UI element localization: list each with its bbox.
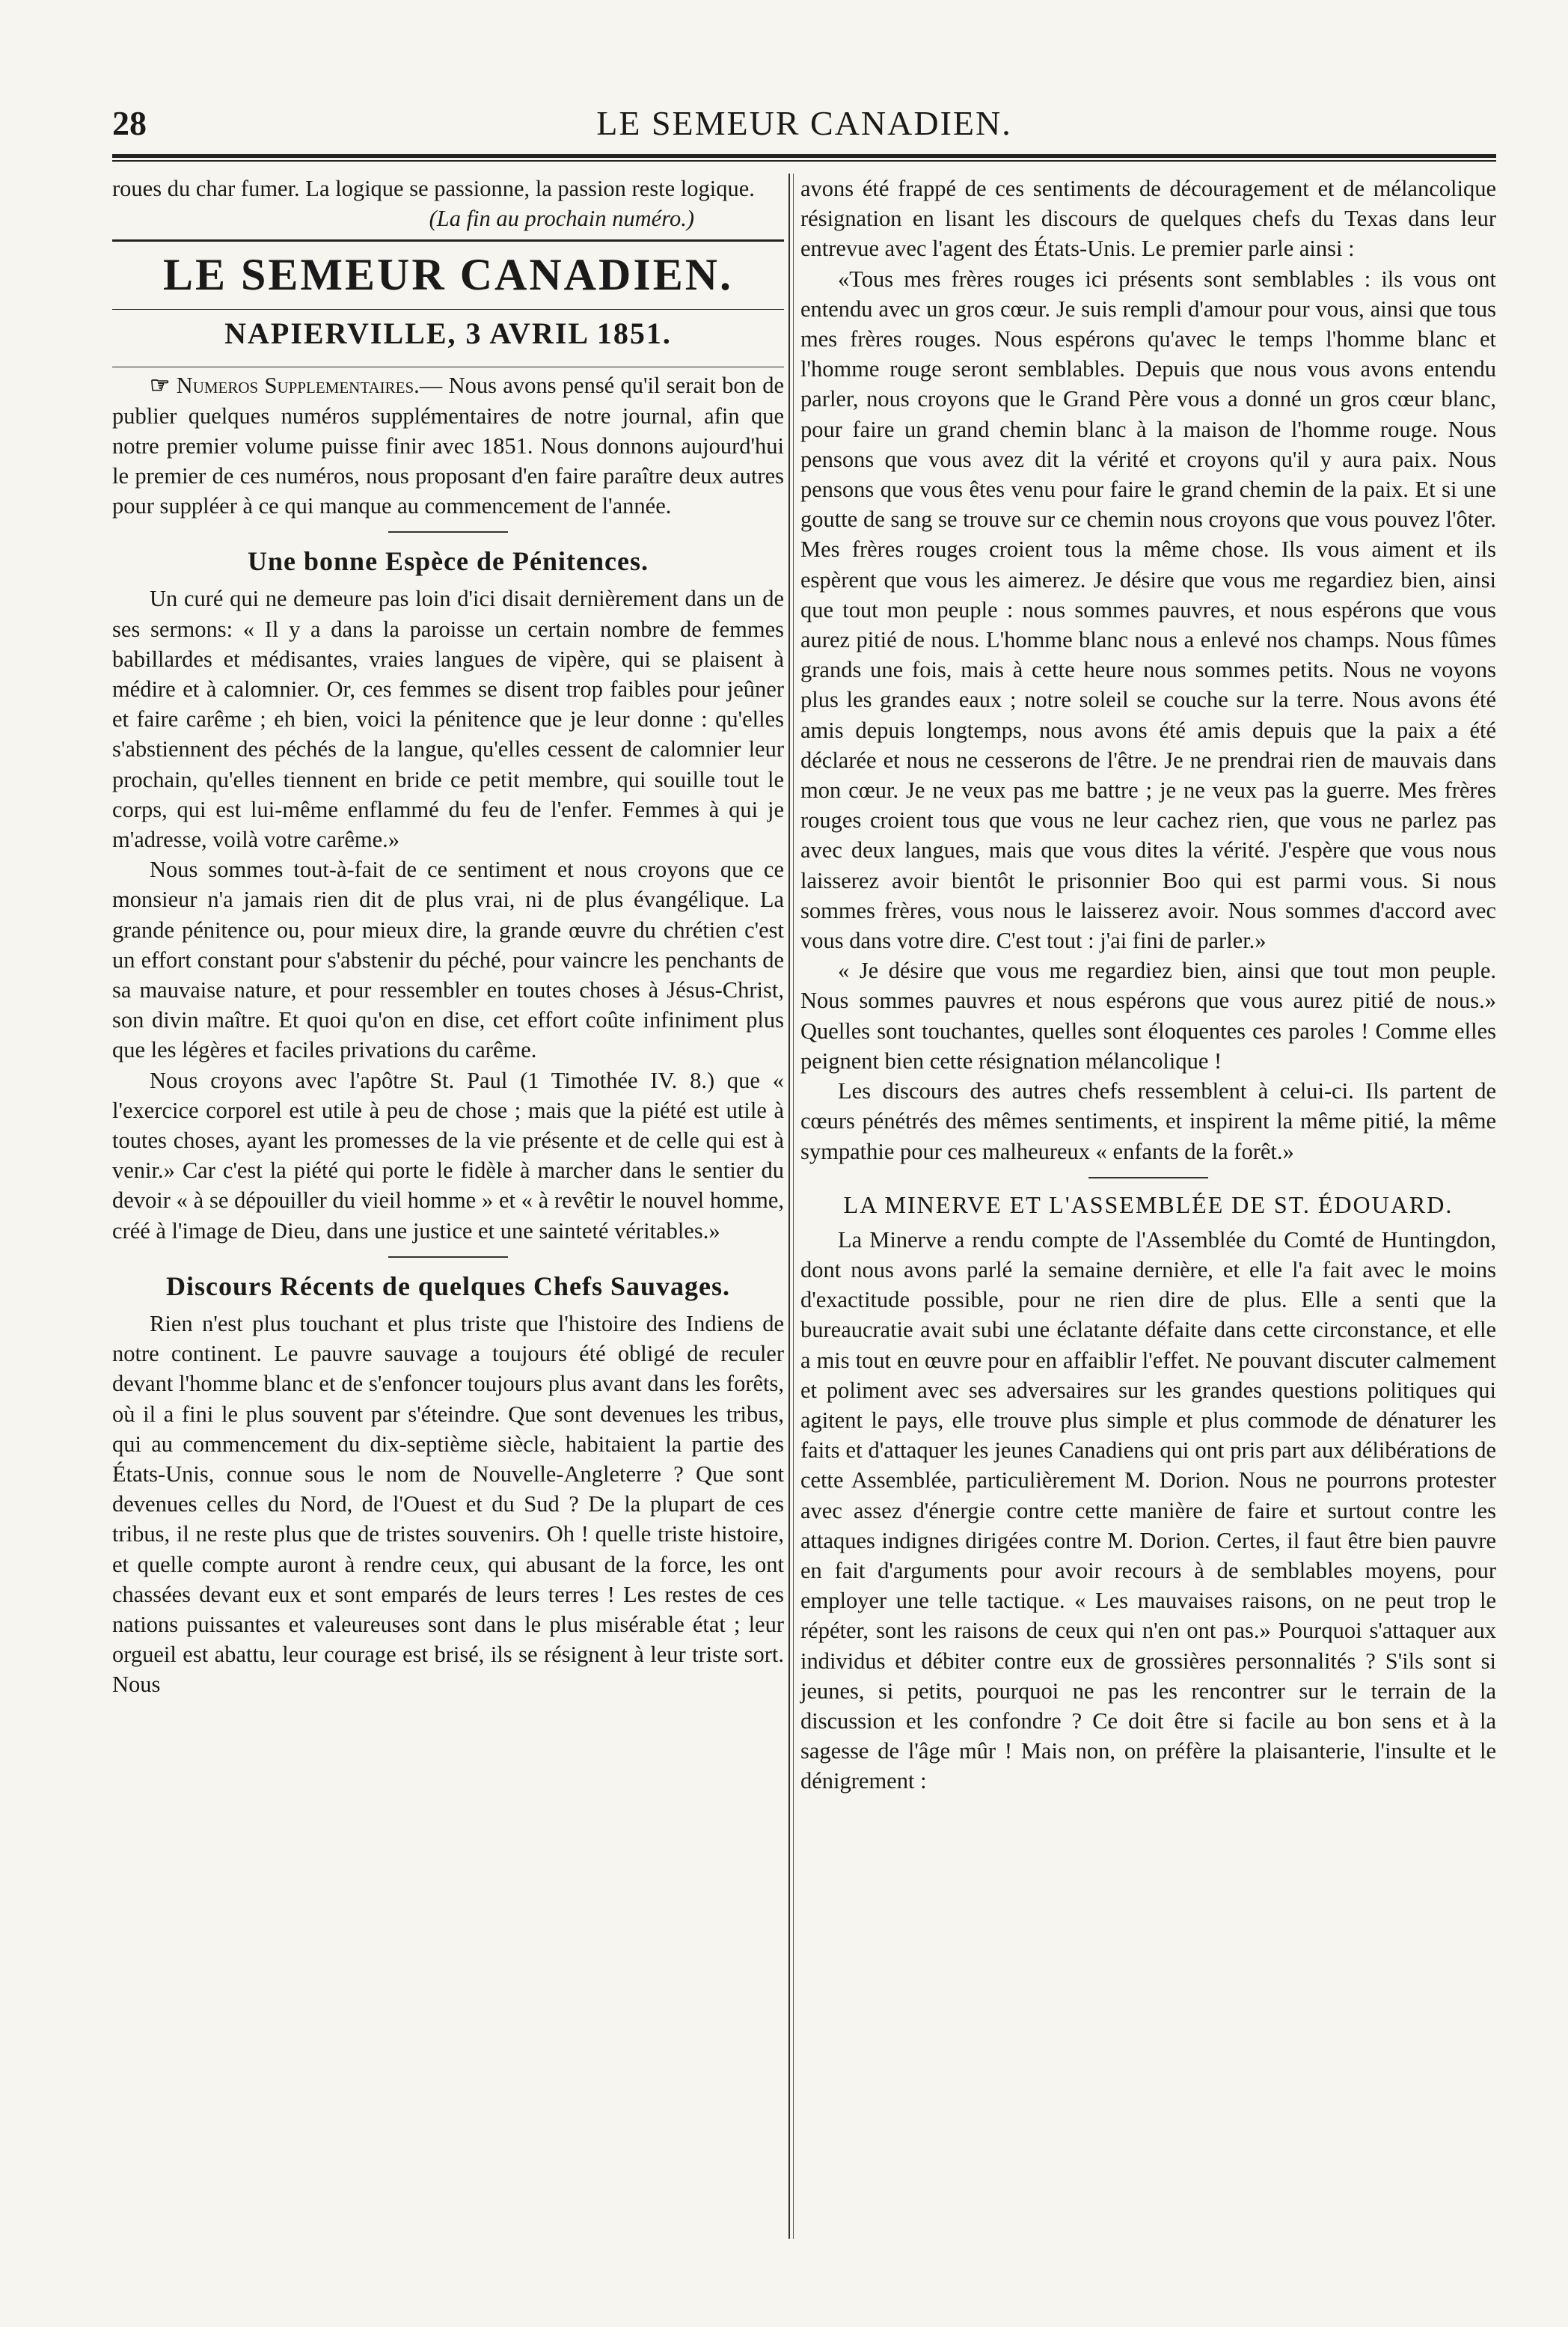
notice-label: Numeros Supplementaires.: [176, 373, 420, 399]
running-title: LE SEMEUR CANADIEN.: [596, 104, 1012, 142]
left-column: [112, 174, 784, 1700]
header-rule: [112, 154, 1496, 158]
page-number: 28: [112, 104, 147, 142]
article-paragraph: avons été frappé de ces sentiments de découragement et de mélancolique résignation en lisant les discours de quelques chefs du Texas dans leur entrevue avec l'agent des États-Unis. Le premier parle ainsi :: [800, 176, 1496, 262]
page-header: [112, 97, 1496, 150]
to-be-continued: (La fin au prochain numéro.): [429, 206, 694, 232]
article-paragraph: Un curé qui ne demeure pas loin d'ici disait dernièrement dans un de ses sermons: « Il y a dans la paroisse un certain nombre de femmes babillardes et médisantes, vraies langues de vipère, qui se plaisent à médire et à calomnier. Or, ces femmes se disent trop faibles pour jeûner et faire carême ; eh bien, voici la pénitence que je leur donne : qu'elles s'abstiennent des péchés de la langue, qu'elles cessent de calomnier leur prochain, qu'elles tiennent en bride ce petit membre, qui souille tout le corps, qui est lui-même enflammé du feu de l'enfer. Femmes à qui je m'adresse, voilà votre carême.»: [112, 586, 784, 853]
article-title-minerve: LA MINERVE ET L'ASSEMBLÉE DE ST. ÉDOUARD.: [843, 1190, 1454, 1218]
article-paragraph: « Je désire que vous me regardiez bien, ainsi que tout mon peuple. Nous sommes pauvres et nous espérons que vous aurez pitié de nous.» Quelles sont touchantes, quelles sont éloquentes ces paroles ! Comme elles peignent bien cette résignation mélancolique !: [800, 958, 1496, 1074]
right-column: [800, 174, 1496, 1797]
article-paragraph: La Minerve a rendu compte de l'Assemblée du Comté de Huntingdon, dont nous avons parlé la semaine dernière, et elle l'a fait avec le moins d'exactitude possible, pour ne rien dire de plus. Elle a senti que la bureaucratie avait subi une éclatante défaite dans cette circonstance, et elle a mis tout en œuvre pour en affaiblir l'effet. Ne pouvant discuter calmement et poliment avec ses adversaires sur les grandes questions politiques qui agitent le pays, elle trouve plus simple et plus commode de dénaturer les faits et d'attaquer les jeunes Canadiens qui ont pris part aux délibérations de cette Assemblée, particulièrement M. Dorion. Nous ne pourrons protester avec assez d'énergie contre cette manière de faire et surtout contre les attaques indignes dirigées contre M. Dorion. Certes, il faut être bien pauvre en fait d'arguments pour avoir recours à de semblables moyens, pour employer une telle tactique. « Les mauvaises raisons, on ne peut trop le répéter, sont les raisons de ceux qui n'en ont pas.» Pourquoi s'attaquer aux individus et débiter contre eux de grossières personnalités ? S'ils sont si jeunes, si petits, pourquoi ne pas les rencontrer sur le terrain de la discussion et les confondre ? Ce doit être si facile au bon sens et à la sagesse de l'âge mûr ! Mais non, on préfère la plaisanterie, l'insulte et le dénigrement :: [800, 1226, 1496, 1794]
notice-text: — Nous avons pensé qu'il serait bon de publier quelques numéros supplémentaires de notre journal, afin que notre premier volume puisse finir avec 1851. Nous donnons aujourd'hui le premier de ces numéros, nous proposant d'en faire paraître deux autres pour suppléer à ce qui manque au commencement de l'année.: [112, 373, 785, 519]
continuation-text: roues du char fumer. La logique se passionne, la passion reste logique.: [112, 176, 755, 201]
article-paragraph: Nous croyons avec l'apôtre St. Paul (1 Timothée IV. 8.) que « l'exercice corporel est utile à peu de chose ; mais que la piété est utile à toutes choses, ayant les promesses de la vie présente et de celle qui est à venir.» Car c'est la piété qui porte le fidèle à marcher dans le sentier du devoir « à se dépouiller du vieil homme » et « à revêtir le nouvel homme, créé à l'image de Dieu, dans une justice et une sainteté véritables.»: [112, 1067, 784, 1244]
section-divider: [1088, 1177, 1208, 1178]
article-title-discours: Discours Récents de quelques Chefs Sauvages.: [165, 1270, 731, 1301]
column-divider: [788, 174, 790, 2239]
masthead-date: NAPIERVILLE, 3 AVRIL 1851.: [224, 317, 672, 351]
masthead-title: LE SEMEUR CANADIEN.: [162, 250, 734, 300]
section-divider: [388, 531, 508, 533]
masthead-rule-top: [112, 239, 784, 242]
masthead-rule-mid: [112, 309, 784, 310]
section-divider: [388, 1256, 508, 1258]
column-divider-secondary: [793, 174, 794, 2239]
header-rule-thin: [112, 160, 1496, 162]
article-paragraph: Nous sommes tout-à-fait de ce sentiment et nous croyons que ce monsieur n'a jamais rien dit de plus vrai, ni de plus évangélique. La grande pénitence ou, pour mieux dire, la grande œuvre du chrétien c'est un effort constant pour s'abstenir du péché, pour vaincre les penchants de sa mauvaise nature, et pour ressembler en toutes choses à Jésus-Christ, son divin maître. Et quoi qu'on en dise, cet effort coûte infiniment plus que les légères et faciles privations du carême.: [112, 857, 784, 1063]
article-title-penitences: Une bonne Espèce de Pénitences.: [248, 546, 649, 577]
article-paragraph: Rien n'est plus touchant et plus triste que l'histoire des Indiens de notre continent. Le pauvre sauvage a toujours été obligé de reculer devant l'homme blanc et de s'enfoncer toujours plus avant dans les forêts, où il a fini le plus souvent par s'éteindre. Que sont devenues les tribus, qui au commencement du dix-septième siècle, habitaient la partie des États-Unis, connue sous le nom de Nouvelle-Angleterre ? Que sont devenues celles du Nord, de l'Ouest et du Sud ? De la plupart de ces tribus, il ne reste plus que de tristes souvenirs. Oh ! quelle triste histoire, et quelle compte auront à rendre ceux, qui abusant de la force, les ont chassées devant eux et sont emparés de leurs terres ! Les restes de ces nations puissantes et valeureuses sont dans le plus misérable état ; leur orgueil est abattu, leur courage est brisé, ils se résignent à leur triste sort. Nous: [112, 1310, 784, 1698]
notice-paragraph: [112, 370, 784, 521]
pointing-hand-icon: ☞: [150, 373, 171, 399]
article-paragraph: Les discours des autres chefs ressemblent à celui-ci. Ils partent de cœurs pénétrés des mêmes sentiments, et inspirent la même pitié, la même sympathie pour ces malheureux « enfants de la forêt.»: [800, 1078, 1496, 1164]
article-paragraph: «Tous mes frères rouges ici présents sont semblables : ils vous ont entendu avec un gros cœur. Je suis rempli d'amour pour vous, ainsi que tous mes frères rouges. Nous espérons qu'avec le temps l'homme blanc et l'homme rouge seront semblables. Depuis que nous vous avons entendu parler, nous croyons que le Grand Père vous a donné un gros cœur blanc, pour faire un grand chemin blanc à la maison de l'homme rouge. Nous pensons que vous avez dit la vérité et croyons qu'il y aura paix. Nous pensons que vous êtes venu pour faire le grand chemin de la paix. Et si une goutte de sang se trouve sur ce chemin nous croyons que vous pouvez l'ôter. Mes frères rouges croient tous la même chose. Ils vous aiment et ils espèrent que vous les aimerez. Je désire que vous me regardiez bien, ainsi que tout mon peuple : nous sommes pauvres, et nous espérons que vous aurez pitié de nous. L'homme blanc nous a enlevé nos champs. Nous fûmes grands une fois, mais à cette heure nous sommes petits. Nous ne voyons plus les grandes eaux ; notre soleil se couche sur la terre. Nous avons été amis depuis longtemps, nous avons été amis depuis que la paix a été déclarée et nous ne cesserons de l'être. Je ne prendrai rien de mauvais dans mon cœur. Je ne veux pas me battre ; je ne veux pas la guerre. Mes frères rouges croient tous que vous ne leur cachez rien, que vous ne parlez pas avec deux langues, mais que vous dites la vérité. J'espère que vous nous laisserez avoir bientôt le prisonnier Boo qui est parmi vous. Si nous sommes frères, vous nous le laisserez avoir. Nous sommes d'accord avec vous dans votre dire. C'est tout : j'ai fini de parler.»: [800, 266, 1496, 954]
